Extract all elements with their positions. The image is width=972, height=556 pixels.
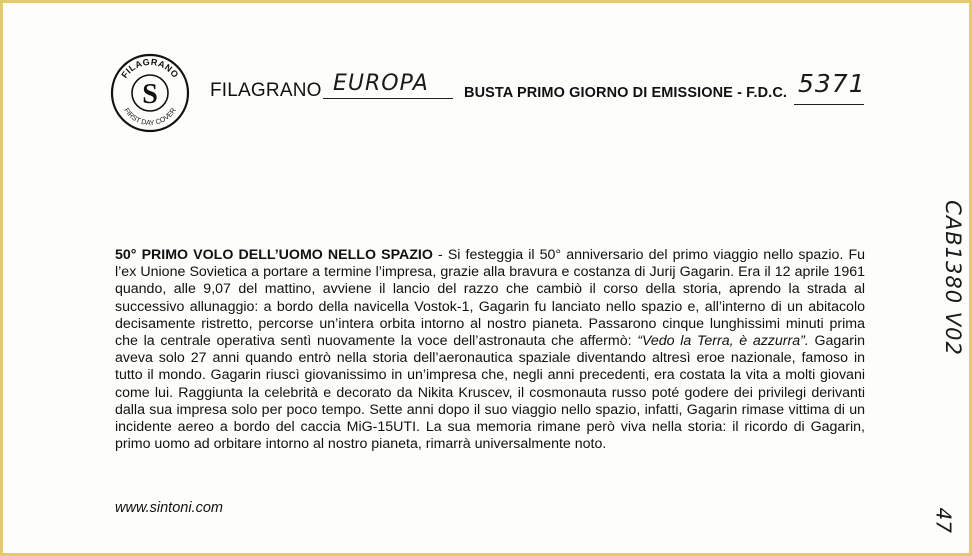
website-link[interactable]: www.sintoni.com <box>115 500 223 516</box>
article-text <box>115 247 865 453</box>
logo-bottom-text: FIRST DAY COVER <box>122 107 178 128</box>
corner-annotation <box>921 507 966 546</box>
heading-separator: - <box>432 247 448 263</box>
svg-text:FIRST DAY COVER <box>122 107 177 127</box>
svg-text:FILAGRANO <box>119 57 180 80</box>
article-text-part-1: Si festeggia il 50° anniversario del primo viaggio nello spazio. Fu l’ex Unione Sovietica a portare a termine l’impresa, grazie alla bravura e costanza di Jurij Gagarin. Era il 12 aprile 1961 quando, alle 9,07 del mattino, avviene il lancio del razzo che cambiò il corso della storia, aprendo la strada al successivo allunaggio: a bordo della navicella Vostok-1, Gagarin fu lanciato nello spazio e, all’interno di un abitacolo decisamente ristretto, percorse un’intera orbita intorno al nostro pianeta. Passarono cinque lunghissimi minuti prima che la centrale operativa sentì nuovamente la voce dell’astronauta che affermò: <box>115 247 865 350</box>
corner-mark: 47 <box>931 507 956 533</box>
brand-name: FILAGRANO <box>210 80 322 101</box>
article-text-part-2: Gagarin aveva solo 27 anni quando entrò nella storia dell’aeronautica spaziale diventando altresì eroe nazionale, famoso in tutto il mondo. Gagarin riuscì giovanissimo in un’impresa che, negli anni precedenti, era costata la vita a molti giovani come lui. Raggiunta la celebrità e decorato da Nikita Kruscev, il cosmonauta russo poté godere dei privilegi derivanti dalla sua impresa solo per poco tempo. Sette anni dopo il suo viaggio nello spazio, infatti, Gagarin rimase vittima di un incidente aereo a bordo del caccia MiG-15UTI. La sua memoria rimane però viva nella storia: il ricordo di Gagarin, primo uomo ad orbitare intorno al nostro pianeta, rimarrà universalmente noto. <box>115 333 865 453</box>
article-quote: “Vedo la Terra, è azzurra”. <box>637 333 809 350</box>
number-field <box>794 69 864 109</box>
logo-top-text: FILAGRANO <box>119 56 181 80</box>
article-heading: 50° PRIMO VOLO DELL’UOMO NELLO SPAZIO <box>115 247 433 263</box>
number-underline <box>794 104 864 105</box>
series-field <box>321 69 453 103</box>
cover-label: BUSTA PRIMO GIORNO DI EMISSIONE - F.D.C. <box>464 85 788 101</box>
series-underline <box>323 98 453 99</box>
handwritten-number: 5371 <box>798 69 866 98</box>
side-annotation <box>923 188 972 388</box>
handwritten-series: EUROPA <box>333 71 429 96</box>
side-code: CAB1380 V02 <box>941 200 965 356</box>
filagrano-logo-seal <box>110 53 190 133</box>
logo-letter: S <box>142 79 158 110</box>
